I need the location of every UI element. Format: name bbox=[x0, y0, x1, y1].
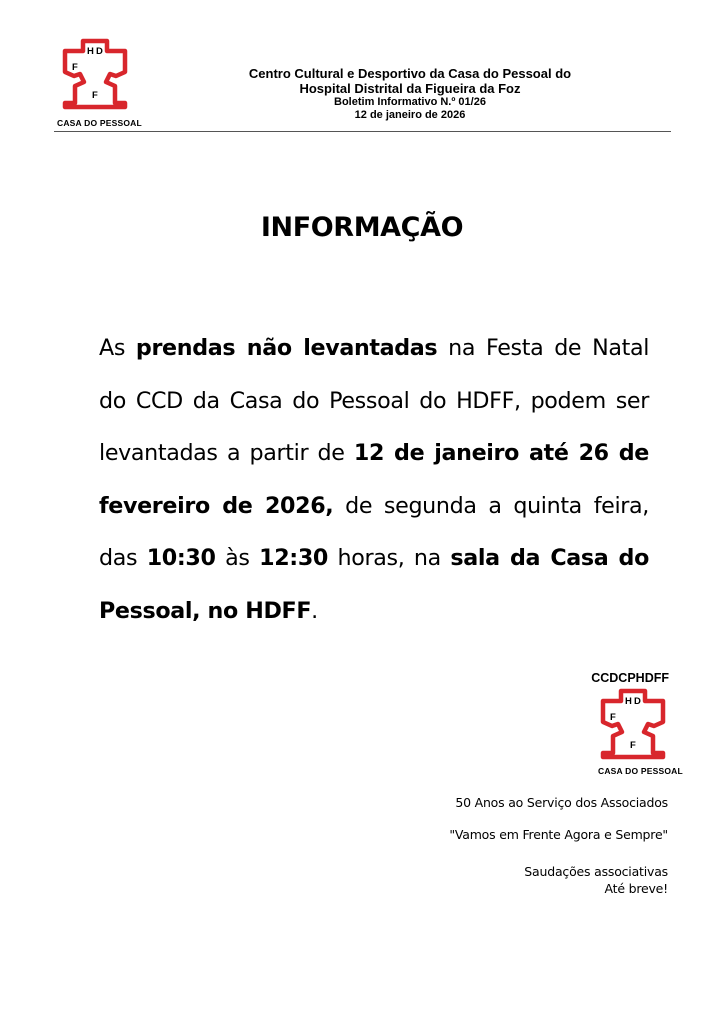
signature-logo bbox=[596, 688, 670, 760]
logo-letter-h: H bbox=[87, 46, 94, 57]
body-text-run: horas, na bbox=[328, 545, 451, 571]
hdff-logo-icon bbox=[58, 38, 132, 110]
logo-letter-d: D bbox=[96, 46, 103, 57]
body-emphasis: 12:30 bbox=[259, 545, 329, 571]
bulletin-number: Boletim Informativo N.º 01/26 bbox=[334, 96, 486, 108]
body-emphasis: prendas não levantadas bbox=[135, 335, 438, 361]
header-logo-caption: CASA DO PESSOAL bbox=[57, 118, 142, 128]
logo-letter-f2: F bbox=[630, 740, 636, 751]
body-text-run: às bbox=[215, 545, 260, 571]
footer-farewell: Até breve! bbox=[604, 881, 668, 896]
body-emphasis: sala da Casa do Pessoal, no HDFF bbox=[99, 545, 649, 624]
logo-letter-f2: F bbox=[92, 90, 98, 101]
body-text-run: na Festa de Natal do CCD da Casa do Pessoal do HDFF, podem ser levantadas a partir de bbox=[99, 335, 650, 466]
logo-letter-h: H bbox=[625, 696, 632, 707]
header-divider bbox=[54, 131, 671, 132]
footer-motto-1: 50 Anos ao Serviço dos Associados bbox=[455, 795, 668, 810]
logo-letter-d: D bbox=[634, 696, 641, 707]
header-line-1: Centro Cultural e Desportivo da Casa do Pessoal do bbox=[248, 66, 572, 81]
body-emphasis: 12 de janeiro até 26 de fevereiro de 2026, bbox=[99, 440, 649, 519]
body-emphasis: 10:30 bbox=[146, 545, 216, 571]
bulletin-date: 12 de janeiro de 2026 bbox=[354, 109, 466, 121]
footer-greeting: Saudações associativas bbox=[524, 864, 668, 879]
body-paragraph bbox=[99, 322, 649, 637]
signature-logo-caption: CASA DO PESSOAL bbox=[598, 766, 683, 776]
footer-motto-2: "Vamos em Frente Agora e Sempre" bbox=[449, 827, 668, 842]
document-header bbox=[160, 66, 660, 122]
body-text-run: . bbox=[311, 597, 318, 624]
page-title: INFORMAÇÃO bbox=[260, 212, 464, 243]
header-logo bbox=[58, 38, 132, 110]
body-text-run: As bbox=[99, 335, 136, 361]
logo-letter-f1: F bbox=[72, 62, 78, 73]
body-text-run: de segunda a quinta feira, das bbox=[99, 492, 649, 571]
logo-letter-f1: F bbox=[610, 712, 616, 723]
hdff-logo-icon bbox=[596, 688, 670, 760]
header-line-2: Hospital Distrital da Figueira da Foz bbox=[299, 81, 521, 96]
signature-label: CCDCPHDFF bbox=[591, 671, 669, 685]
